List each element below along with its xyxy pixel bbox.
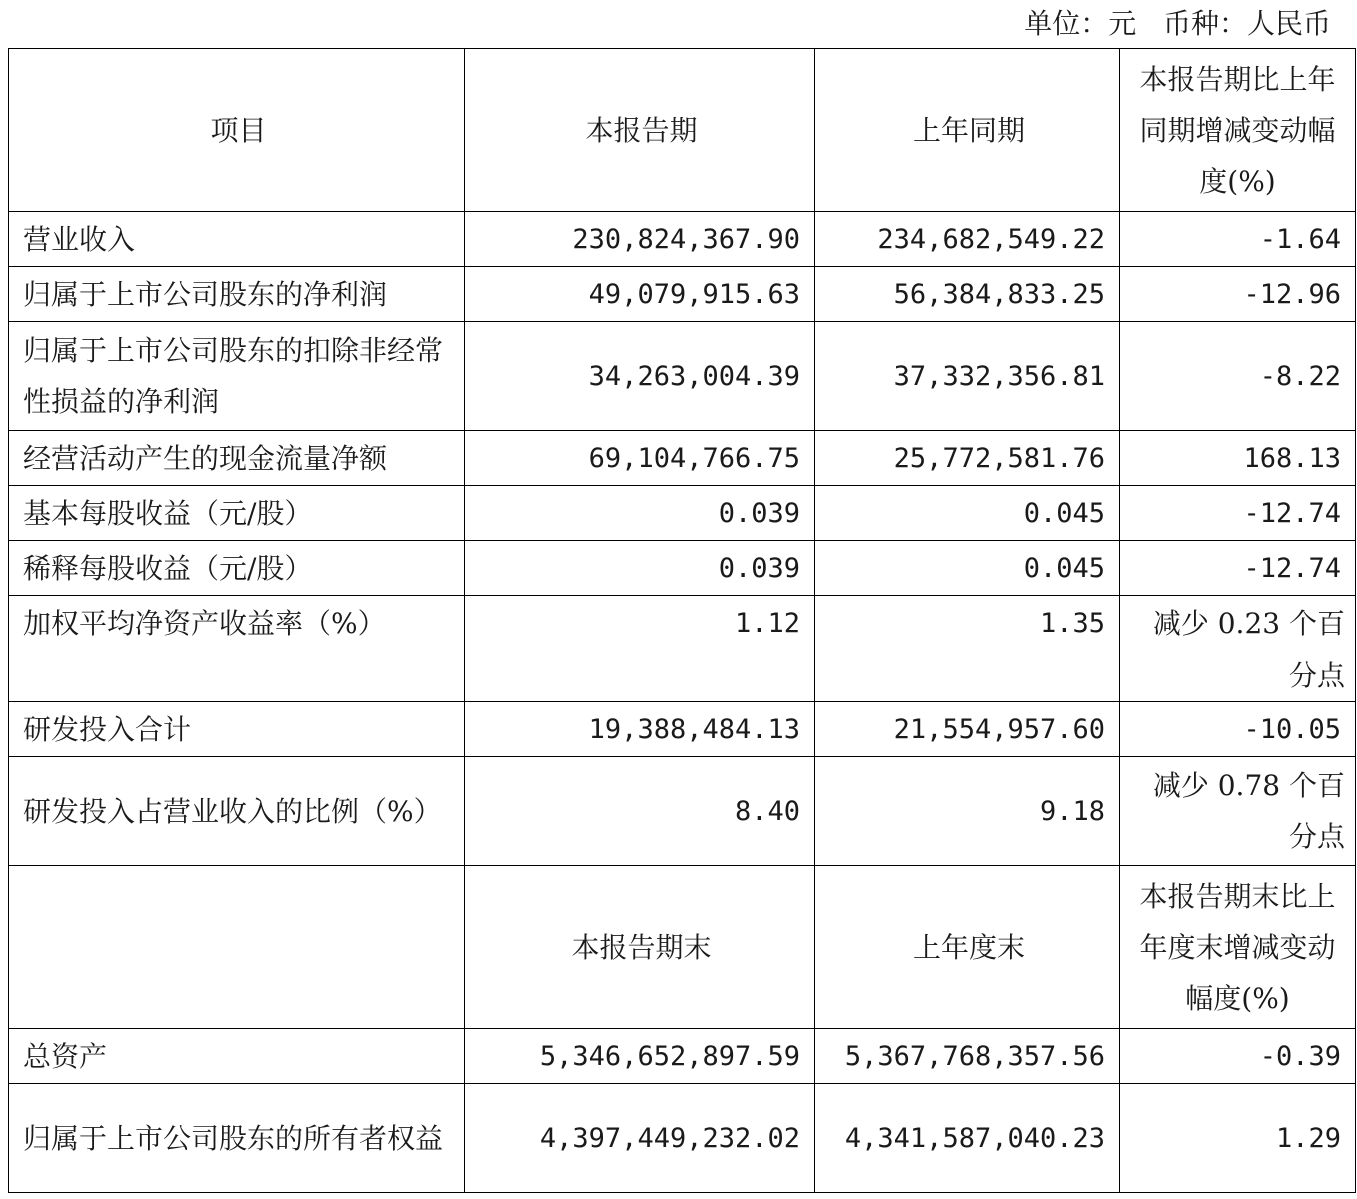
table-row bbox=[9, 1084, 1356, 1193]
row-prior: 234,682,549.22 bbox=[815, 212, 1120, 267]
row-change: -0.39 bbox=[1120, 1029, 1356, 1084]
row-label: 加权平均净资产收益率（%） bbox=[9, 596, 465, 651]
row-label: 归属于上市公司股东的扣除非经常性损益的净利润 bbox=[9, 322, 465, 431]
row-current: 49,079,915.63 bbox=[465, 267, 815, 322]
table-row bbox=[9, 541, 1356, 596]
row-prior: 9.18 bbox=[815, 757, 1120, 866]
table-row bbox=[9, 431, 1356, 486]
row-prior: 56,384,833.25 bbox=[815, 267, 1120, 322]
table-row-continuation bbox=[9, 650, 1356, 702]
row-current: 4,397,449,232.02 bbox=[465, 1084, 815, 1193]
row-change: 168.13 bbox=[1120, 431, 1356, 486]
row-prior: 1.35 bbox=[815, 596, 1120, 651]
row-change: -1.64 bbox=[1120, 212, 1356, 267]
table-header-row bbox=[9, 49, 1356, 212]
row-label: 总资产 bbox=[9, 1029, 465, 1084]
header-prior-period: 上年同期 bbox=[815, 49, 1120, 212]
row-change: -12.74 bbox=[1120, 486, 1356, 541]
row-prior: 0.045 bbox=[815, 486, 1120, 541]
row-label: 稀释每股收益（元/股） bbox=[9, 541, 465, 596]
row-change: -8.22 bbox=[1120, 322, 1356, 431]
row-prior-empty bbox=[815, 650, 1120, 702]
header-change-pct: 本报告期比上年同期增减变动幅度(%) bbox=[1120, 49, 1356, 212]
row-current: 69,104,766.75 bbox=[465, 431, 815, 486]
row-change: -10.05 bbox=[1120, 702, 1356, 757]
row-current: 1.12 bbox=[465, 596, 815, 651]
row-current: 0.039 bbox=[465, 541, 815, 596]
row-prior: 0.045 bbox=[815, 541, 1120, 596]
unit-currency-note: 单位：元 币种：人民币 bbox=[1024, 7, 1331, 40]
table-row bbox=[9, 267, 1356, 322]
table-row bbox=[9, 1029, 1356, 1084]
table-row bbox=[9, 596, 1356, 651]
row-label: 基本每股收益（元/股） bbox=[9, 486, 465, 541]
table-row bbox=[9, 486, 1356, 541]
header2-current-period-end: 本报告期末 bbox=[465, 866, 815, 1029]
row-label: 经营活动产生的现金流量净额 bbox=[9, 431, 465, 486]
row-prior: 25,772,581.76 bbox=[815, 431, 1120, 486]
row-label: 营业收入 bbox=[9, 212, 465, 267]
header2-item-empty bbox=[9, 866, 465, 1029]
row-label-empty bbox=[9, 650, 465, 702]
row-current-empty bbox=[465, 650, 815, 702]
row-prior: 5,367,768,357.56 bbox=[815, 1029, 1120, 1084]
header-current-period: 本报告期 bbox=[465, 49, 815, 212]
row-current: 0.039 bbox=[465, 486, 815, 541]
row-change: -12.74 bbox=[1120, 541, 1356, 596]
table-header-row-2 bbox=[9, 866, 1356, 1029]
row-label: 归属于上市公司股东的净利润 bbox=[9, 267, 465, 322]
row-change: -12.96 bbox=[1120, 267, 1356, 322]
row-current: 230,824,367.90 bbox=[465, 212, 815, 267]
header2-change-pct: 本报告期末比上年度末增减变动幅度(%) bbox=[1120, 866, 1356, 1029]
row-change: 1.29 bbox=[1120, 1084, 1356, 1193]
row-label: 研发投入合计 bbox=[9, 702, 465, 757]
row-change: 减少 0.23 个百 bbox=[1120, 596, 1356, 651]
row-current: 5,346,652,897.59 bbox=[465, 1029, 815, 1084]
table-row bbox=[9, 702, 1356, 757]
row-current: 8.40 bbox=[465, 757, 815, 866]
table-row bbox=[9, 757, 1356, 866]
row-prior: 21,554,957.60 bbox=[815, 702, 1120, 757]
row-change: 减少 0.78 个百分点 bbox=[1120, 757, 1356, 866]
table-row bbox=[9, 322, 1356, 431]
row-label: 归属于上市公司股东的所有者权益 bbox=[9, 1084, 465, 1193]
financial-data-table bbox=[8, 48, 1356, 1193]
row-change-continuation: 分点 bbox=[1120, 650, 1356, 702]
header-item: 项目 bbox=[9, 49, 465, 212]
row-current: 19,388,484.13 bbox=[465, 702, 815, 757]
row-label: 研发投入占营业收入的比例（%） bbox=[9, 757, 465, 866]
header2-prior-year-end: 上年度末 bbox=[815, 866, 1120, 1029]
row-current: 34,263,004.39 bbox=[465, 322, 815, 431]
row-prior: 4,341,587,040.23 bbox=[815, 1084, 1120, 1193]
table-row bbox=[9, 212, 1356, 267]
row-prior: 37,332,356.81 bbox=[815, 322, 1120, 431]
